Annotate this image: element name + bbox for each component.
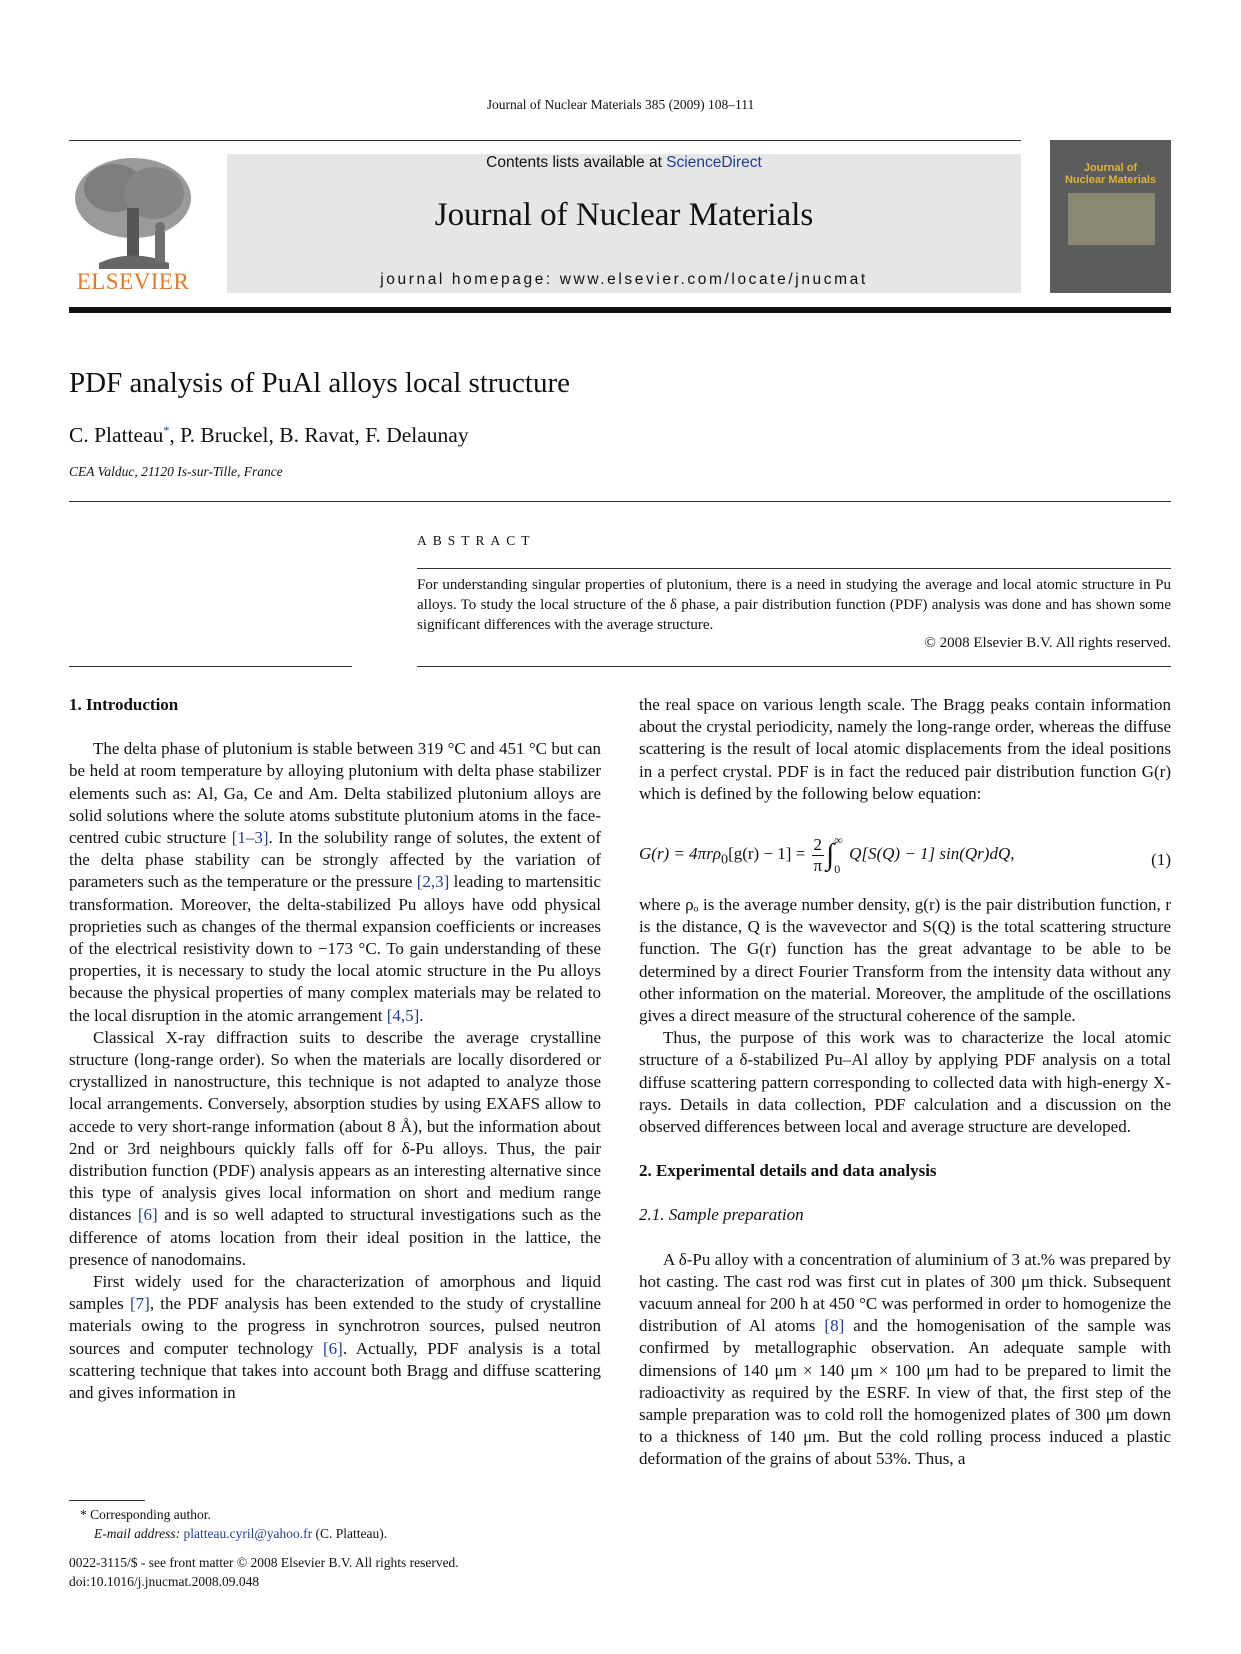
affiliation: CEA Valduc, 21120 Is-sur-Tille, France	[69, 464, 283, 479]
text-run: .	[419, 1005, 424, 1025]
divider	[69, 666, 352, 667]
doi[interactable]: doi:10.1016/j.jnucmat.2008.09.048	[69, 1574, 260, 1589]
fraction-numerator: 2	[813, 834, 823, 854]
equation-middle: [g(r) − 1] =	[728, 843, 810, 863]
equation-1	[639, 834, 1171, 888]
cover-image	[1068, 193, 1155, 245]
footnote-rule	[69, 1500, 145, 1501]
text-run: , the PDF analysis has been extended to the study of crystalline materials owing to the progress in synchrotron sources, pulsed neutron sources and computer technology	[69, 1294, 601, 1358]
citation-link[interactable]: [7]	[129, 1294, 150, 1314]
text-run: and the homogenisation of the sample was confirmed by metallographic observation. An adequate sample with dimensions of 140 μm × 140 μm × 100 μm had to be prepared to limit the radioactivity as required by the ESRF. In view of that, the first step of the sample preparation was to cold roll the homogenized plates of 300 μm down to a thickness of 140 μm. But the cold rolling process induced a plastic deformation of the grains of about 53%. Thus, a	[639, 1316, 1171, 1469]
other-authors: , P. Bruckel, B. Ravat, F. Delaunay	[169, 423, 469, 448]
sciencedirect-link[interactable]: ScienceDirect	[666, 154, 762, 171]
elsevier-wordmark: ELSEVIER	[76, 269, 190, 294]
citation-link[interactable]: [2,3]	[416, 872, 450, 892]
equation-fraction	[812, 835, 825, 876]
text-run: The delta phase of plutonium is stable between 319 °C and 451 °C but can be held at room temperature by alloying plutonium with delta phase stabilizer elements such as: Al, Ga, Ce and Am. Delta stabilized plutonium alloys are solid solutions where the solute atoms substitute plutonium atoms in the face-centred cubic structure	[69, 739, 601, 848]
equation-body	[639, 834, 1109, 876]
integral-lower-limit: 0	[834, 862, 841, 876]
contents-line	[227, 154, 1021, 172]
citation-link[interactable]: [1–3]	[231, 828, 269, 848]
first-author: C. Platteau	[69, 423, 164, 448]
right-column-top	[639, 694, 1171, 805]
equation-lhs: G(r) = 4πrρ	[639, 843, 721, 863]
footnote-corresponding	[80, 1507, 211, 1523]
section-heading-introduction: 1. Introduction	[69, 695, 179, 714]
contents-prefix: Contents lists available at	[486, 154, 667, 171]
integral-upper-limit: ∞	[834, 833, 843, 847]
cover-title-line1: Journal of	[1083, 162, 1138, 174]
text-run: leading to martensitic transformation. Moreover, the delta-stabilized Pu alloys have odd physical proprieties such as changes of the thermal expansion coefficients or increases of the electrical resistivity down to −173 °C. To gain understanding of these properties, it is necessary to study the local atomic structure in the Pu alloys because the physical properties of many complex materials may be related to the local disruption in the atomic arrangement	[69, 872, 601, 1025]
subsection-heading-sample-preparation: 2.1. Sample preparation	[639, 1205, 804, 1225]
divider	[417, 666, 1171, 667]
paper-title: PDF analysis of PuAl alloys local structure	[69, 367, 571, 399]
header-rule	[69, 140, 1021, 141]
corresponding-author-mark[interactable]: *	[163, 423, 170, 437]
email-suffix: (C. Platteau).	[312, 1526, 388, 1541]
cover-title-line2: Nuclear Materials	[1064, 174, 1157, 186]
abstract-copyright: © 2008 Elsevier B.V. All rights reserved.	[924, 635, 1171, 651]
text-run: and is so well adapted to structural investigations such as the difference of atoms location from their ideal position in the lattice, the presence of nanodomains.	[69, 1205, 601, 1269]
citation-link[interactable]: [6]	[137, 1205, 158, 1225]
footnote-email	[94, 1526, 387, 1542]
paragraph: the real space on various length scale. The Bragg peaks contain information about the crystal periodicity, namely the long-range order, whereas the diffuse scattering is the result of local atomic displacements from the ideal positions in a perfect crystal. PDF is in fact the reduced pair distribution function G(r) which is defined by the following below equation:	[639, 695, 1171, 803]
citation-link[interactable]: [4,5]	[386, 1005, 420, 1025]
paragraph	[639, 1249, 1171, 1471]
equation-subscript: 0	[720, 851, 729, 868]
equation-number: (1)	[1151, 850, 1171, 869]
footnote-text: Corresponding author.	[86, 1507, 211, 1522]
text-run: . Actually, PDF analysis is a total scattering technique that takes into account both Bragg and diffuse scattering and gives information in	[69, 1338, 601, 1403]
section-heading-experimental: 2. Experimental details and data analysis	[639, 1161, 937, 1181]
right-column-bottom	[639, 894, 1171, 1471]
front-matter: 0022-3115/$ - see front matter © 2008 Elsevier B.V. All rights reserved.	[69, 1555, 459, 1570]
integral-sign: ∫	[826, 838, 835, 871]
abstract-text: For understanding singular properties of plutonium, there is a need in studying the average and local atomic structure in Pu alloys. To study the local structure of the δ phase, a pair distribution function (PDF) analysis was done and has shown some significant differences with the average structure.	[417, 577, 1171, 634]
paragraph	[69, 1027, 601, 1271]
divider	[69, 501, 1171, 502]
email-label: E-mail address:	[94, 1526, 184, 1541]
paragraph: where ρₒ is the average number density, g(r) is the pair distribution function, r is the distance, Q is the wavevector and S(Q) is the total scattering structure function. The G(r) function has the great advantage to be able to be determined by a direct Fourier Transform from the intensity data without any other information on the material. Moreover, the amplitude of the oscillations gives a direct measure of the structural coherence of the sample.	[639, 895, 1171, 1026]
footnote-mark: *	[80, 1507, 87, 1522]
journal-homepage[interactable]: journal homepage: www.elsevier.com/locate/jnucmat	[380, 271, 868, 288]
running-head: Journal of Nuclear Materials 385 (2009) 108–111	[486, 97, 755, 112]
fraction-denominator: π	[813, 855, 823, 875]
text-run: Classical X-ray diffraction suits to describe the average crystalline structure (long-range order). So when the materials are locally disordered or crystallized in nanostructure, this technique is not adapted to analyze those local arrangements. Conversely, absorption studies by using EXAFS allow to accede to very short-range information (about 8 Å), but the information about 2nd or 3rd neighbours quickly falls off for δ-Pu alloys. Thus, the pair distribution function (PDF) analysis appears as an interesting alternative since this type of analysis gives local information on short and medium range distances	[69, 1027, 601, 1225]
text-run: . In the solubility range of solutes, the extent of the delta phase stability can be strongly affected by the variation of parameters such as the temperature or the pressure	[69, 828, 602, 892]
left-column	[69, 694, 601, 1404]
citation-link[interactable]: [6]	[323, 1338, 343, 1358]
text-run: First widely used for the characterization of amorphous and liquid samples	[69, 1272, 601, 1314]
equation-rhs: Q[S(Q) − 1] sin(Qr)dQ,	[844, 843, 1015, 863]
header-thick-rule	[69, 307, 1171, 313]
text-run: A δ-Pu alloy with a concentration of aluminium of 3 at.% was prepared by hot casting. The cast rod was first cut in plates of 300 μm thick. Subsequent vacuum anneal for 200 h at 450 °C was performed in order to homogenize the distribution of Al atoms	[639, 1249, 1171, 1336]
paragraph	[69, 1271, 601, 1404]
abstract-heading: ABSTRACT	[417, 533, 536, 548]
paragraph	[69, 738, 601, 1027]
author-list	[69, 423, 469, 448]
divider	[417, 568, 1171, 569]
paragraph: Thus, the purpose of this work was to characterize the local atomic structure of a δ-stabilized Pu–Al alloy by applying PDF analysis on a total diffuse scattering pattern corresponding to collected data with high-energy X-rays. Details in data collection, PDF calculation and a discussion on the observed differences between local and average structure are developed.	[639, 1028, 1171, 1137]
journal-title: Journal of Nuclear Materials	[434, 197, 814, 233]
integral-limits	[834, 834, 843, 876]
email-link[interactable]: platteau.cyril@yahoo.fr	[183, 1526, 313, 1541]
citation-link[interactable]: [8]	[824, 1316, 845, 1336]
